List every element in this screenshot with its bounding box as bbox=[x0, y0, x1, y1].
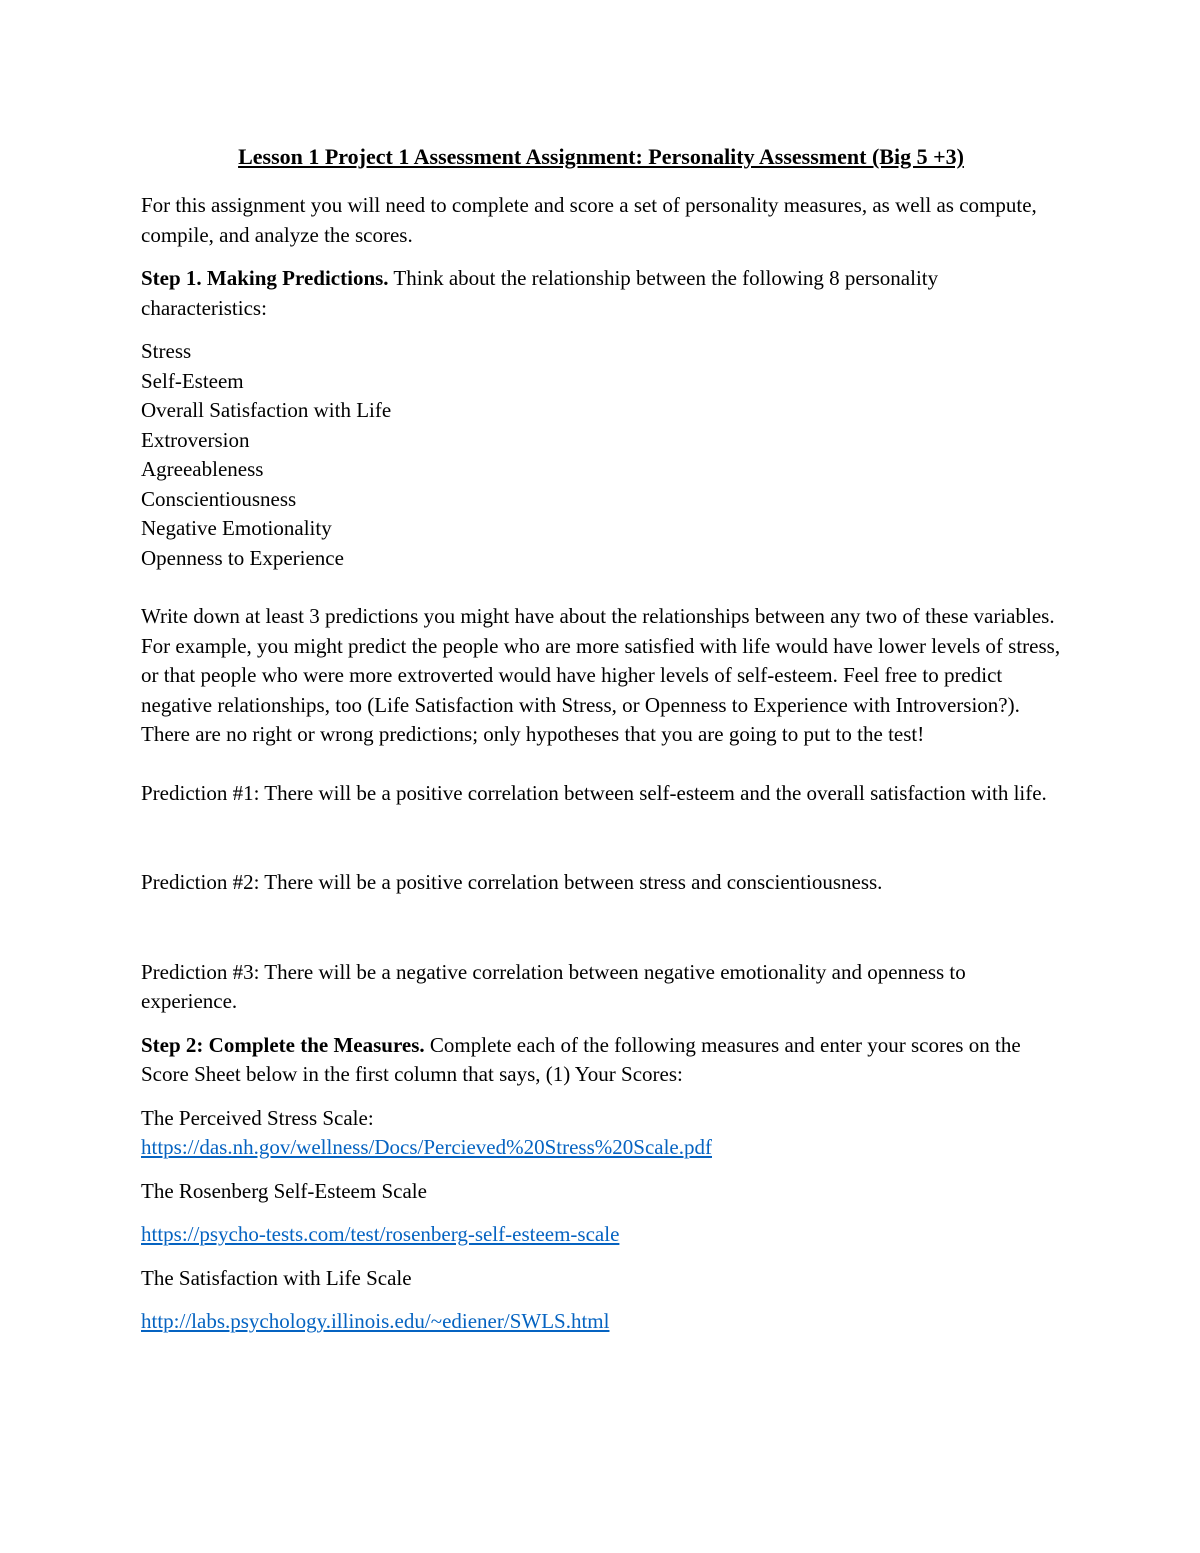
prediction-3: Prediction #3: There will be a negative correlation between negative emotionality and openness to experience. bbox=[141, 959, 966, 1013]
measure-3-link-line bbox=[141, 1307, 1061, 1337]
characteristics-list bbox=[141, 337, 1061, 573]
measure-1-link-line bbox=[141, 1133, 1061, 1163]
measure-3-name: The Satisfaction with Life Scale bbox=[141, 1265, 412, 1290]
list-item: Negative Emotionality bbox=[141, 516, 332, 540]
document-content bbox=[141, 141, 1061, 1337]
list-item: Self-Esteem bbox=[141, 368, 244, 393]
step1-heading: Step 1. Making Predictions. bbox=[141, 266, 389, 290]
measure-2-link[interactable]: https://psycho-tests.com/test/rosenberg-self-esteem-scale bbox=[141, 1222, 620, 1246]
step1-paragraph bbox=[141, 264, 1061, 323]
instructions-paragraph: Write down at least 3 predictions you might have about the relationships between any two of these variables. For example, you might predict the people who are more satisfied with life would have lower levels of stress, or that people who were more extroverted would have higher levels of self-esteem. Feel free to predict negative relationships, too (Life Satisfaction with Stress, or Openness to Experience with Introversion?). There are no right or wrong predictions; only hypotheses that you are going to put to the test! bbox=[141, 604, 1061, 746]
document-title: Lesson 1 Project 1 Assessment Assignment: Personality Assessment (Big 5 +3) bbox=[238, 144, 964, 169]
step1-text: Think about the relationship between the following 8 personality characteristics: bbox=[141, 266, 939, 320]
list-item: Extroversion bbox=[141, 427, 250, 452]
list-item: Conscientiousness bbox=[141, 486, 297, 511]
prediction-2: Prediction #2: There will be a positive correlation between stress and conscientiousness. bbox=[141, 870, 883, 894]
step2-text: Complete each of the following measures and enter your scores on the Score Sheet below in the first column that says, (1) Your Scores: bbox=[141, 1032, 1021, 1086]
measure-1-name: The Perceived Stress Scale: bbox=[141, 1105, 374, 1130]
prediction-1: Prediction #1: There will be a positive correlation between self-esteem and the overall satisfaction with life. bbox=[141, 780, 1047, 805]
list-item: Openness to Experience bbox=[141, 545, 344, 570]
step2-heading: Step 2: Complete the Measures. bbox=[141, 1032, 425, 1057]
measure-3-link[interactable]: http://labs.psychology.illinois.edu/~ediener/SWLS.html bbox=[141, 1309, 610, 1333]
list-item: Agreeableness bbox=[141, 457, 264, 481]
measure-2-name: The Rosenberg Self-Esteem Scale bbox=[141, 1178, 427, 1203]
list-item: Overall Satisfaction with Life bbox=[141, 398, 392, 422]
list-item: Stress bbox=[141, 339, 192, 363]
intro-paragraph: For this assignment you will need to complete and score a set of personality measures, as well as compute, compile, and analyze the scores. bbox=[141, 193, 1037, 247]
measure-2-link-line bbox=[141, 1220, 1061, 1250]
measure-1-link[interactable]: https://das.nh.gov/wellness/Docs/Percieved%20Stress%20Scale.pdf bbox=[141, 1135, 712, 1159]
step2-paragraph bbox=[141, 1031, 1061, 1090]
